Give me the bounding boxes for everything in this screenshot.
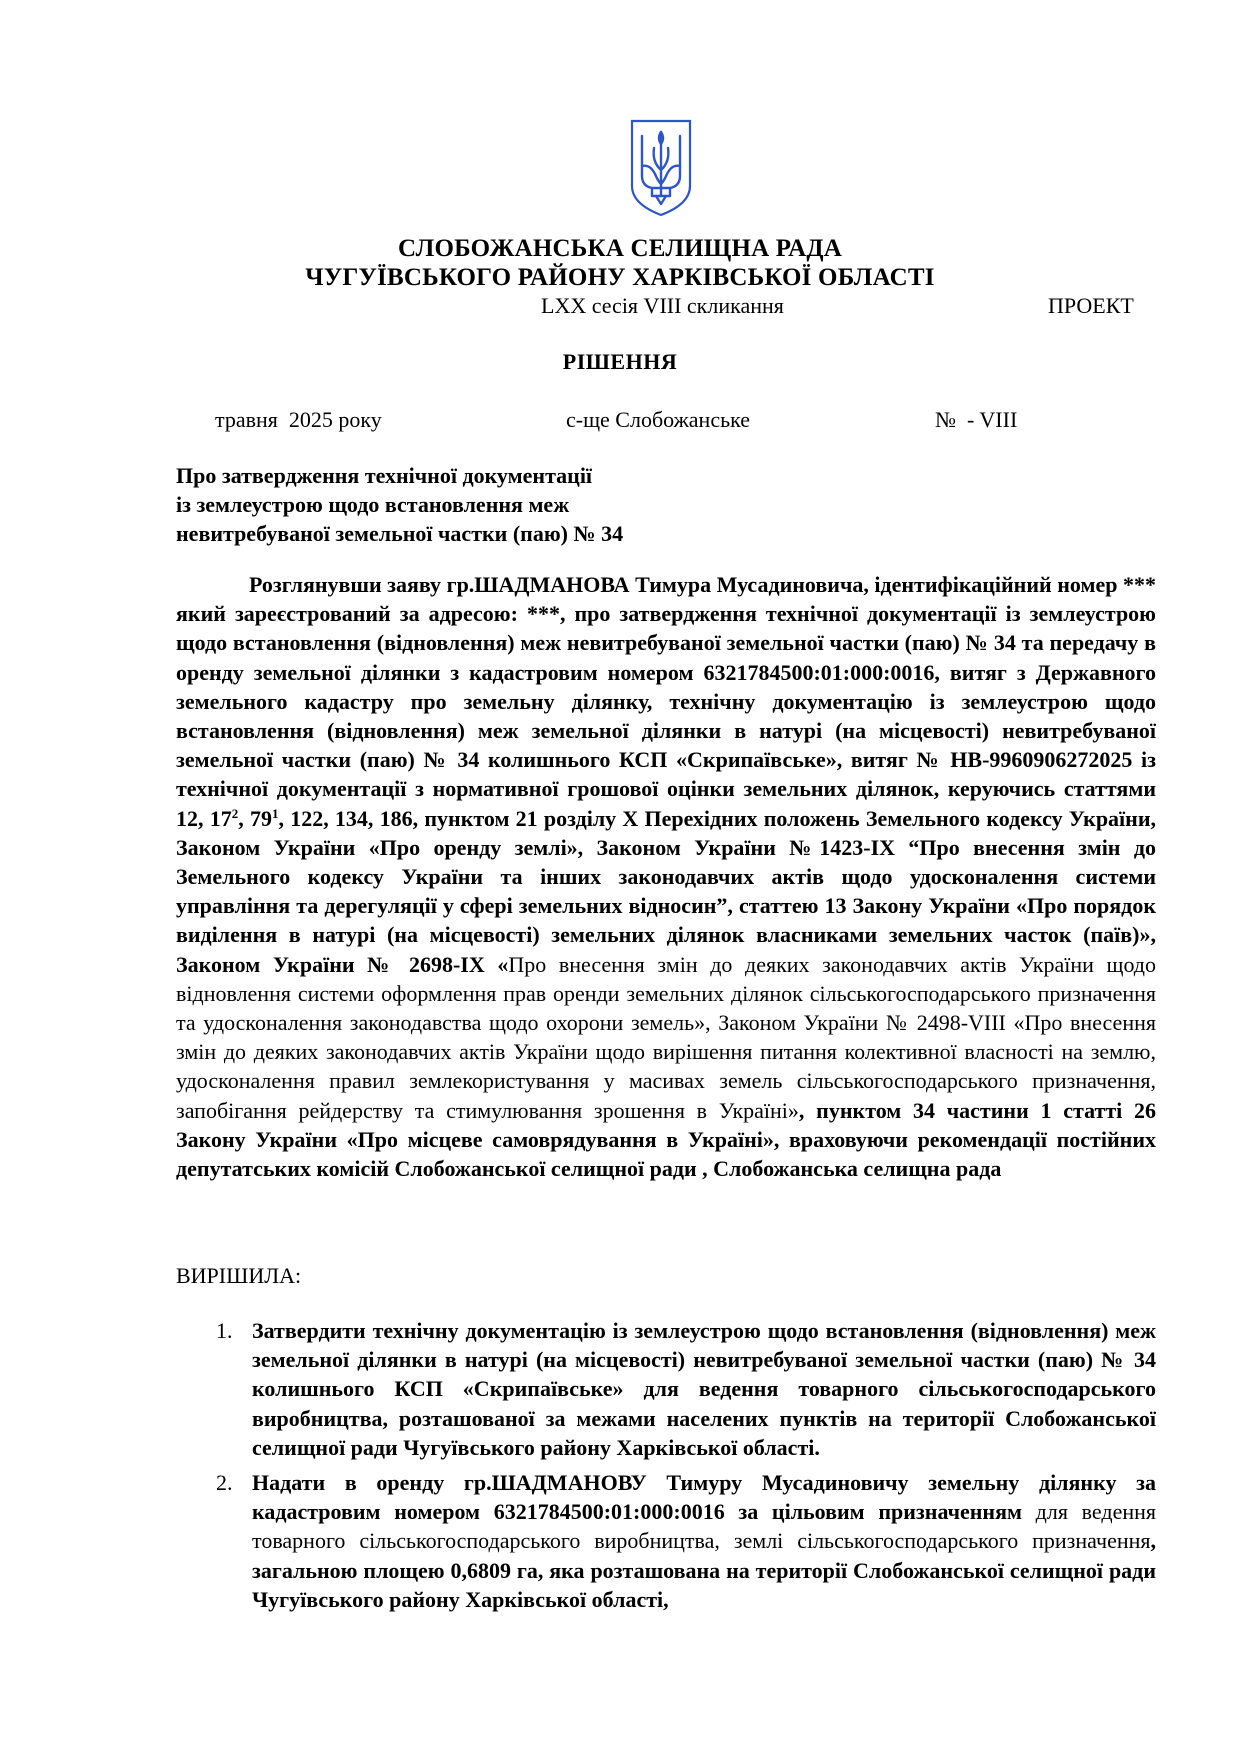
decision-place: с-ще Слобожанське <box>566 407 751 432</box>
list-item <box>176 1468 1156 1614</box>
decision-items <box>176 1316 1156 1620</box>
preamble-text-bold: , пунктом 34 частини 1 статті 26 Закону України «Про місцеве самоврядування в Україні», враховуючи рекомендації постійних депутатських комісій Слобожанської селищної ради , Слобожанська селищна рада <box>176 1097 1156 1182</box>
preamble-text-bold: Розглянувши заяву гр.ШАДМАНОВА Тимура Мусадиновича, ідентифікаційний номер *** який зареєстрований за адресою: ***, про затвердження технічної документації із землеустрою щодо встановлення (відновлення) меж невитребуваної земельної частки (паю) № 34 та передачу в оренду земельної ділянки з кадастровим номером 6321784500:01:000:0016, витяг з Державного земельного кадастру про земельну ділянку, технічну документацію із землеустрою щодо встановлення (відновлення) меж земельної ділянки в натурі (на місцевості) невитребуваної земельної частки (паю) № 34 колишнього КСП «Скрипаївське», витяг № НВ-9960906272025 із технічної документації з нормативної грошової оцінки земельних ділянок, керуючись статтями 12, 17 <box>176 572 1156 831</box>
council-name-line2: ЧУГУЇВСЬКОГО РАЙОНУ ХАРКІВСЬКОЇ ОБЛАСТІ <box>305 264 935 291</box>
session-label: LXX сесія VIII скликання <box>541 293 784 318</box>
preamble-text-bold: , 122, 134, 186, пунктом 21 розділу X Перехідних положень Земельного кодексу України, Законом України «Про оренду землі», Законом України №1423-IX “Про внесення змін до Земельного кодексу України та інших законодавчих актів щодо удосконалення системи управління та дерегуляції у сфері земельних відносин”, статтею 13 Закону України «Про порядок виділення в натурі (на місцевості) земельних ділянок власниками земельних часток (паїв)», Законом України № 2698-IX « <box>176 805 1157 977</box>
subject-line: із землеустрою щодо встановлення меж <box>176 492 570 517</box>
item-text: для ведення товарного сільськогосподарського виробництва, землі сільськогосподарського призначення <box>252 1499 1157 1554</box>
decision-subject <box>176 461 776 548</box>
decision-number: № - VIII <box>935 407 1018 432</box>
item-number: 2. <box>216 1470 233 1496</box>
council-name-line1: СЛОБОЖАНСЬКА СЕЛИЩНА РАДА <box>398 235 842 262</box>
subject-line: невитребуваної земельної частки (паю) № 34 <box>176 521 624 546</box>
subject-line: Про затвердження технічної документації <box>176 463 593 488</box>
decision-title: РІШЕННЯ <box>562 349 678 374</box>
preamble-text: Про внесення змін до деяких законодавчих актів України щодо відновлення системи оформлення прав оренди земельних ділянок сільськогосподарського призначення та удосконалення законодавства щодо охорони земель», Законом України № 2498-VIII «Про внесення змін до деяких законодавчих актів України щодо вирішення питання колективної власності на землю, удосконалення правил землекористування у масивах земель сільськогосподарського призначення, запобігання рейдерству та стимулювання зрошення в Україні» <box>176 951 1156 1123</box>
preamble-text-bold: , 79 <box>238 805 272 831</box>
item-text-bold: Надати в оренду гр.ШАДМАНОВУ Тимуру Мусадиновичу земельну ділянку за кадастровим номером 6321784500:01:000:0016 за цільовим призначенням <box>252 1470 1156 1525</box>
resolved-label: ВИРІШИЛА: <box>176 1263 302 1288</box>
item-text-bold: , загальною площею 0,6809 га, яка розташована на території Слобожанської селищної ради Чугуївського району Харківської області, <box>252 1528 1156 1612</box>
superscript: 1 <box>271 805 279 821</box>
preamble-paragraph <box>176 570 1156 1183</box>
superscript: 2 <box>231 805 239 821</box>
draft-label: ПРОЕКТ <box>1048 293 1134 318</box>
list-item <box>176 1316 1156 1462</box>
decision-date: травня 2025 року <box>215 407 382 432</box>
item-text: Затвердити технічну документацію із землеустрою щодо встановлення (відновлення) меж земельної ділянки в натурі (на місцевості) невитребуваної земельної частки (паю) № 34 колишнього КСП «Скрипаївське» для ведення товарного сільськогосподарського виробництва, розташованої за межами населених пунктів на території Слобожанської селищної ради Чугуївського району Харківської області. <box>252 1318 1156 1460</box>
coat-of-arms-icon <box>628 118 694 218</box>
item-number: 1. <box>216 1318 233 1343</box>
